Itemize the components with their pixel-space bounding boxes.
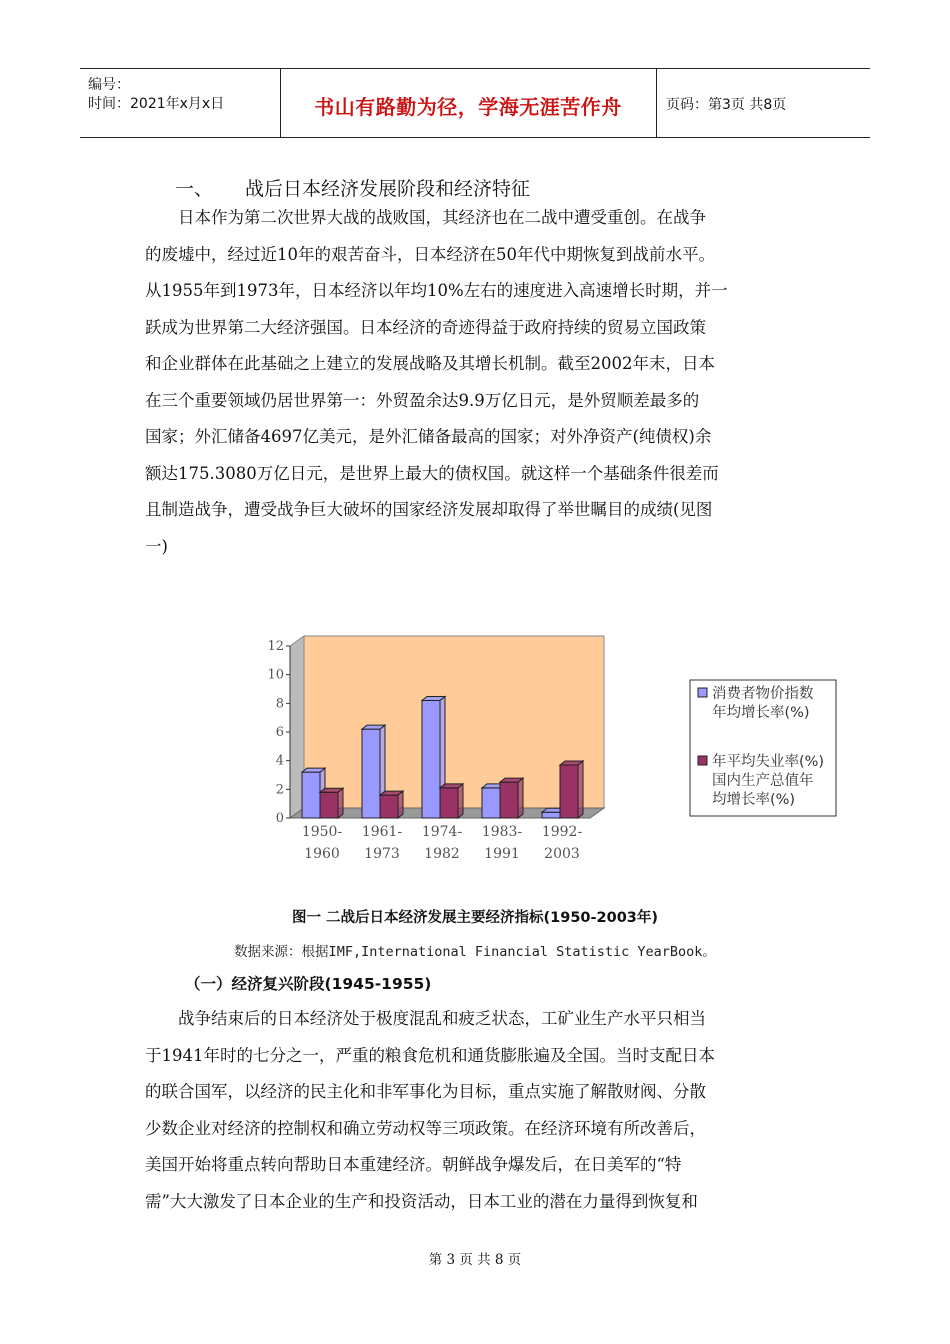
text-line: 跃成为世界第二大经济强国。日本经济的奇迹得益于政府持续的贸易立国政策: [145, 317, 706, 337]
bar-series-2-side: [578, 761, 583, 818]
bar-series-1: [542, 812, 560, 818]
text-line: 从1955年到1973年，日本经济以年均10%左右的速度进入高速增长时期，并一: [145, 281, 728, 300]
text-line: 且制造战争，遭受战争巨大破坏的国家经济发展却取得了举世瞩目的成绩(见图: [145, 500, 713, 519]
bar-series-2-top: [440, 784, 463, 788]
text-line: 于1941年时的七分之一，严重的粮食危机和通货膨胀遍及全国。当时支配日本: [145, 1045, 715, 1065]
x-tick-label: 1991: [484, 846, 520, 862]
header-page-info: 页码：第3页 共8页: [666, 97, 787, 113]
text-line: 美国开始将重点转向帮助日本重建经济。朝鲜战争爆发后，在日美军的“特: [145, 1155, 682, 1174]
text-line: 需”大大激发了日本企业的生产和投资活动，日本工业的潜在力量得到恢复和: [145, 1191, 698, 1211]
x-tick-label: 2003: [544, 846, 580, 862]
text-line: 额达175.3080万亿日元，是世界上最大的债权国。就这样一个基础条件很差而: [145, 463, 719, 483]
section-title: 战后日本经济发展阶段和经济特征: [245, 178, 531, 200]
bar-series-2-top: [380, 791, 403, 795]
bar-series-1: [422, 700, 440, 818]
bar-series-2: [560, 765, 578, 818]
bar-series-2: [440, 788, 458, 818]
bar-series-2: [500, 782, 518, 818]
time-label: 时间：2021年x月x日: [88, 96, 225, 112]
figure-source: 数据来源：根据IMF,International Financial Statistic YearBook。: [234, 944, 716, 960]
page-footer: 第 3 页 共 8 页: [428, 1252, 522, 1268]
x-tick-label: 1982: [424, 846, 460, 862]
text-line: 少数企业对经济的控制权和确立劳动权等三项政策。在经济环境有所改善后，: [145, 1118, 706, 1138]
bar-series-1: [302, 772, 320, 818]
subsection-heading: （一）经济复兴阶段(1945-1955): [185, 975, 432, 993]
legend-label: 消费者物价指数: [712, 686, 814, 702]
x-tick-label: 1974-: [421, 824, 463, 840]
legend-label: 年平均失业率(%): [712, 754, 825, 770]
bar-series-2-side: [338, 788, 343, 818]
text-line: 一): [145, 536, 168, 556]
legend-label: 均增长率(%): [712, 792, 796, 808]
x-tick-label: 1973: [364, 846, 400, 862]
bar-series-2-top: [320, 788, 343, 792]
y-tick-label: 4: [275, 753, 284, 769]
header-meta-cell: [80, 69, 280, 137]
legend-label: 年均增长率(%): [712, 705, 810, 721]
bar-chart: [250, 628, 840, 868]
y-tick-label: 6: [275, 725, 284, 740]
section-number: 一、: [175, 178, 214, 200]
x-tick-label: 1950-: [301, 824, 343, 840]
text-line: 国家；外汇储备4697亿美元，是外汇储备最高的国家；对外净资产(纯债权)余: [145, 427, 712, 446]
bar-series-2: [380, 795, 398, 818]
legend-label: 国内生产总值年: [712, 773, 814, 789]
bar-series-2-top: [500, 778, 523, 782]
plot-back-wall: [304, 636, 604, 808]
bar-series-1-top: [362, 725, 385, 729]
y-tick-label: 0: [275, 811, 284, 826]
body-paragraph: [145, 1001, 825, 1220]
y-tick-label: 2: [275, 782, 284, 798]
bar-series-1-top: [422, 696, 445, 700]
legend-swatch: [698, 688, 707, 697]
figure-caption: 图一 二战后日本经济发展主要经济指标(1950-2003年): [291, 910, 659, 926]
x-tick-label: 1961-: [361, 824, 403, 840]
text-line: 的联合国军，以经济的民主化和非军事化为目标，重点实施了解散财阀、分散: [145, 1082, 706, 1101]
y-tick-label: 10: [267, 667, 284, 683]
y-tick-label: 8: [275, 696, 284, 712]
bar-series-2-side: [518, 778, 523, 818]
text-line: 日本作为第二次世界大战的战败国，其经济也在二战中遭受重创。在战争: [178, 208, 706, 227]
x-tick-label: 1983-: [481, 824, 523, 840]
bar-series-2-side: [458, 784, 463, 818]
y-tick-label: 12: [267, 639, 284, 654]
serial-label: 编号：: [88, 77, 130, 93]
section-heading: [175, 174, 530, 201]
legend-swatch: [698, 756, 707, 765]
bar-series-1-top: [302, 768, 325, 772]
bar-series-2-top: [560, 761, 583, 765]
bar-series-1: [482, 788, 500, 818]
x-tick-label: 1992-: [541, 824, 583, 840]
header-motto: 书山有路勤为径，学海无涯苦作舟: [314, 95, 622, 119]
text-line: 在三个重要领域仍居世界第一：外贸盈余达9.9万亿日元，是外贸顺差最多的: [145, 390, 700, 410]
text-line: 和企业群体在此基础之上建立的发展战略及其增长机制。截至2002年末，日本: [145, 354, 715, 373]
text-line: 战争结束后的日本经济处于极度混乱和疲乏状态，工矿业生产水平只相当: [178, 1009, 706, 1028]
bar-series-2: [320, 792, 338, 818]
text-line: 的废墟中，经过近10年的艰苦奋斗，日本经济在50年代中期恢复到战前水平。: [145, 244, 715, 264]
header-divider: [656, 69, 657, 137]
document-header: [80, 68, 870, 138]
x-tick-label: 1960: [304, 846, 340, 862]
bar-series-1: [362, 729, 380, 818]
intro-paragraph: [145, 200, 805, 565]
